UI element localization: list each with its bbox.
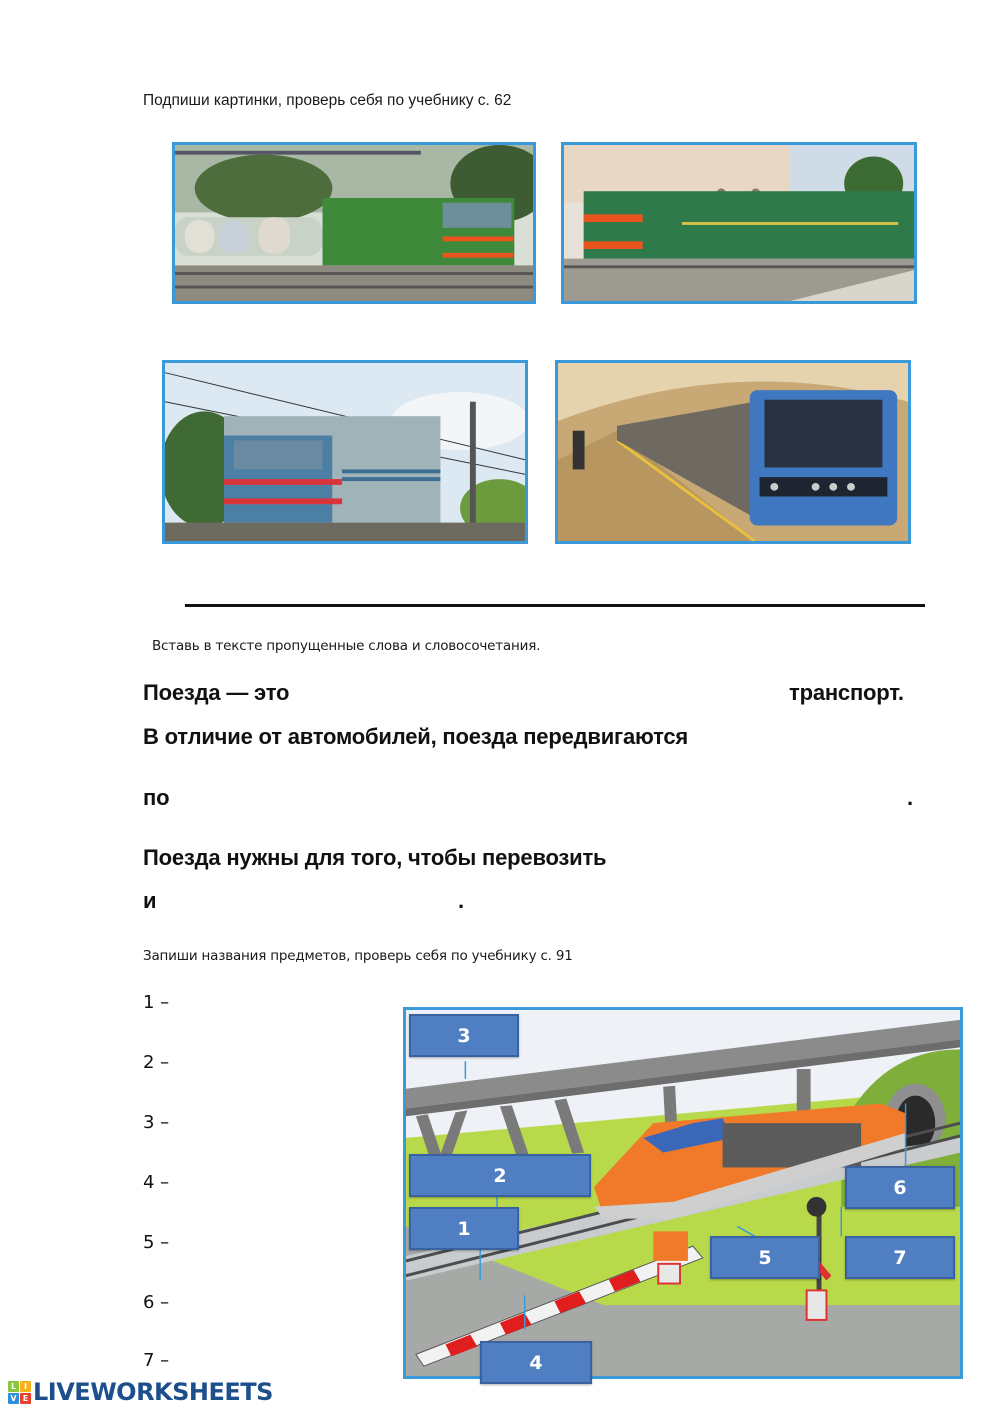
sentence-5-start: и xyxy=(143,888,157,913)
logo-text: LIVEWORKSHEETS xyxy=(33,1378,273,1406)
blank-moves-on-input[interactable] xyxy=(182,782,902,812)
passenger-locomotive-photo xyxy=(162,360,528,544)
sentence-5-end: . xyxy=(458,888,464,913)
item-label-1: 1 – xyxy=(143,992,170,1013)
label-tag-2[interactable]: 2 xyxy=(409,1154,591,1197)
label-tag-3[interactable]: 3 xyxy=(409,1014,519,1057)
sentence-1-start: Поезда — это xyxy=(143,680,290,705)
sentence-3-start: по xyxy=(143,785,170,810)
item-answer-2-input[interactable] xyxy=(180,1050,380,1076)
logo-cube-icon: L I V E xyxy=(8,1381,31,1404)
item-answer-7-input[interactable] xyxy=(180,1348,380,1374)
item-label-6: 6 – xyxy=(143,1292,170,1313)
item-label-2: 2 – xyxy=(143,1052,170,1073)
item-answer-5-input[interactable] xyxy=(180,1230,380,1256)
item-label-3: 3 – xyxy=(143,1112,170,1133)
instruction-label-fill-blanks: Вставь в тексте пропущенные слова и словосочетания. xyxy=(152,638,541,654)
separator-line xyxy=(185,604,925,607)
blank-transport-type-input[interactable] xyxy=(320,678,780,708)
metro-train-photo xyxy=(555,360,911,544)
liveworksheets-logo[interactable] xyxy=(8,1378,273,1406)
instruction-label-name-items: Запиши названия предметов, проверь себя по учебнику с. 91 xyxy=(143,948,573,964)
blank-carry-1-input[interactable] xyxy=(690,842,920,872)
label-tag-5[interactable]: 5 xyxy=(710,1236,820,1279)
item-label-7: 7 – xyxy=(143,1350,170,1371)
item-answer-3-input[interactable] xyxy=(180,1110,380,1136)
item-label-4: 4 – xyxy=(143,1172,170,1193)
commuter-train-photo xyxy=(561,142,917,304)
label-tag-7[interactable]: 7 xyxy=(845,1236,955,1279)
freight-train-photo xyxy=(172,142,536,304)
item-label-5: 5 – xyxy=(143,1232,170,1253)
label-tag-6[interactable]: 6 xyxy=(845,1166,955,1209)
blank-carry-2-input[interactable] xyxy=(168,886,453,916)
item-answer-1-input[interactable] xyxy=(180,990,380,1016)
label-tag-1[interactable]: 1 xyxy=(409,1207,519,1250)
label-tag-4[interactable]: 4 xyxy=(480,1341,592,1384)
instruction-label-pictures: Подпиши картинки, проверь себя по учебнику с. 62 xyxy=(143,92,512,109)
sentence-3-end: . xyxy=(907,785,913,810)
item-answer-4-input[interactable] xyxy=(180,1170,380,1196)
sentence-1-end: транспорт. xyxy=(789,680,904,705)
item-answer-6-input[interactable] xyxy=(180,1290,380,1316)
sentence-4: Поезда нужны для того, чтобы перевозить xyxy=(143,845,607,870)
sentence-2: В отличие от автомобилей, поезда передвигаются xyxy=(143,724,689,749)
